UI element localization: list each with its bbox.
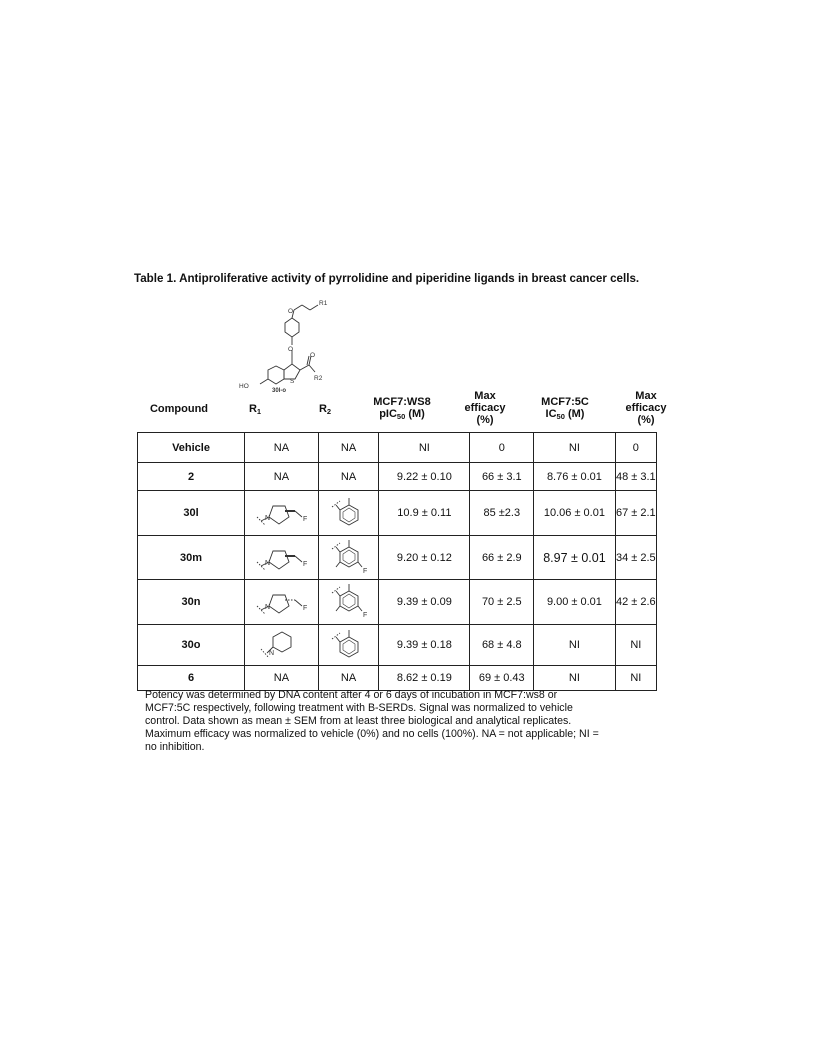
header-5c-line1: MCF7:5C	[541, 396, 589, 408]
header-eff1-line2: efficacy	[464, 402, 506, 414]
scaffold-label: 30l-o	[272, 388, 287, 392]
compound-cell: 30n	[138, 580, 245, 625]
header-r2	[310, 403, 340, 416]
table-caption	[134, 272, 694, 285]
header-r1-sub: 1	[256, 407, 262, 416]
r2-cell: NA	[318, 666, 379, 691]
5c-ic50-cell: NI	[534, 625, 615, 666]
r2-structure-cell	[318, 491, 379, 536]
footnote-line: control. Data shown as mean ± SEM from at least three biological and analytical replicates.	[145, 715, 572, 727]
ws8-pic50-cell: 8.62 ± 0.19	[379, 666, 470, 691]
header-eff1-line1: Max	[474, 390, 496, 402]
compound-cell: 30m	[138, 536, 245, 580]
ws8-efficacy-cell: 70 ± 2.5	[470, 580, 534, 625]
header-r1-text: R	[248, 403, 257, 415]
r2-cell: NA	[318, 463, 379, 491]
fluoromethylpyrrolidine-structure	[249, 493, 313, 533]
scaffold-ho: HO	[239, 383, 249, 390]
header-5c-ic50	[524, 396, 606, 421]
ws8-pic50-cell: 9.39 ± 0.18	[379, 625, 470, 666]
5c-efficacy-cell: 67 ± 2.1	[615, 491, 656, 536]
ws8-efficacy-cell: 66 ± 3.1	[470, 463, 534, 491]
header-5c-sub: 50	[556, 412, 565, 421]
5c-ic50-cell: 8.76 ± 0.01	[534, 463, 615, 491]
header-5c-unit: (M)	[564, 408, 585, 420]
table-row	[138, 463, 657, 491]
compound-cell: 6	[138, 666, 245, 691]
footnote-line: no inhibition.	[145, 741, 205, 753]
ws8-efficacy-cell: 0	[470, 433, 534, 463]
table-row	[138, 625, 657, 666]
ws8-pic50-cell: 9.22 ± 0.10	[379, 463, 470, 491]
atom-f: F	[362, 612, 367, 619]
phenyl-methyl-structure	[327, 493, 371, 533]
5c-ic50-cell: NI	[534, 433, 615, 463]
header-5c-ic: IC	[545, 408, 557, 420]
fluoromethylpyrrolidine-structure	[249, 582, 313, 622]
footnote-line: Potency was determined by DNA content after 4 or 6 days of incubation in MCF7:ws8 or	[145, 689, 558, 701]
header-r1	[240, 403, 270, 416]
ws8-efficacy-cell: 85 ±2.3	[470, 491, 534, 536]
header-ws8-sub: 50	[396, 412, 406, 421]
header-eff2-line1: Max	[635, 390, 657, 402]
fluorophenyl-methyl-structure	[327, 537, 371, 579]
table-row	[138, 580, 657, 625]
5c-ic50-cell: 10.06 ± 0.01	[534, 491, 615, 536]
5c-efficacy-cell: 42 ± 2.6	[615, 580, 656, 625]
ws8-pic50-cell: NI	[379, 433, 470, 463]
ws8-efficacy-cell: 68 ± 4.8	[470, 625, 534, 666]
r1-cell: NA	[245, 463, 319, 491]
5c-ic50-cell: 9.00 ± 0.01	[534, 580, 615, 625]
piperidine-structure	[249, 625, 313, 665]
footnote-line: MCF7:5C respectively, following treatment with B-SERDs. Signal was normalized to vehicle	[145, 702, 573, 714]
5c-ic50-cell: 8.97 ± 0.01	[534, 536, 615, 580]
header-compound: Compound	[149, 403, 209, 415]
r1-structure-cell	[245, 625, 319, 666]
header-ws8-unit: (M)	[405, 408, 425, 420]
scaffold-o-keto: O	[310, 352, 316, 359]
header-ws8-pic50	[356, 396, 448, 421]
table-row	[138, 491, 657, 536]
atom-n: N	[265, 604, 271, 611]
scaffold-o-top: O	[288, 308, 294, 315]
footnote-line: Maximum efficacy was normalized to vehicle (0%) and no cells (100%). NA = not applicable; NI =	[145, 728, 599, 740]
r2-structure-cell	[318, 625, 379, 666]
data-table	[137, 432, 657, 691]
5c-efficacy-cell: 0	[615, 433, 656, 463]
r1-structure-cell	[245, 536, 319, 580]
phenyl-methyl-structure	[327, 625, 371, 665]
header-r2-text: R	[318, 403, 327, 415]
table-label: Table 1	[134, 272, 174, 285]
header-ws8-line2	[356, 408, 448, 421]
ws8-efficacy-cell: 69 ± 0.43	[470, 666, 534, 691]
r2-structure-cell	[318, 580, 379, 625]
5c-efficacy-cell: NI	[615, 625, 656, 666]
atom-n: N	[269, 650, 275, 657]
5c-efficacy-cell: 48 ± 3.1	[615, 463, 656, 491]
r1-cell: NA	[245, 433, 319, 463]
compound-cell: 2	[138, 463, 245, 491]
ws8-pic50-cell: 10.9 ± 0.11	[379, 491, 470, 536]
compound-cell: 30l	[138, 491, 245, 536]
table-row	[138, 433, 657, 463]
scaffold-o-mid: O	[288, 346, 294, 353]
scaffold-s: S	[290, 378, 295, 385]
header-ws8-efficacy	[453, 390, 517, 426]
atom-f: F	[362, 567, 367, 575]
header-5c-line2	[524, 408, 606, 421]
r1-cell: NA	[245, 666, 319, 691]
atom-f: F	[303, 560, 308, 568]
ws8-pic50-cell: 9.20 ± 0.12	[379, 536, 470, 580]
compound-cell: Vehicle	[138, 433, 245, 463]
fluoromethylpyrrolidine-structure	[249, 538, 313, 578]
header-ws8-pic: pIC	[379, 408, 397, 420]
atom-n: N	[265, 559, 271, 567]
scaffold-structure	[232, 296, 342, 392]
header-eff1-line3: (%)	[476, 414, 494, 426]
5c-efficacy-cell: 34 ± 2.5	[615, 536, 656, 580]
ws8-pic50-cell: 9.39 ± 0.09	[379, 580, 470, 625]
header-eff2-line3: (%)	[637, 414, 655, 426]
scaffold-drawing	[232, 296, 342, 392]
header-5c-efficacy	[618, 390, 674, 426]
atom-f: F	[303, 516, 308, 523]
scaffold-r1: R1	[319, 300, 328, 307]
r2-cell: NA	[318, 433, 379, 463]
table-row	[138, 666, 657, 691]
r1-structure-cell	[245, 580, 319, 625]
header-eff2-line2: efficacy	[625, 402, 667, 414]
atom-f: F	[303, 605, 308, 612]
r2-structure-cell	[318, 536, 379, 580]
compound-cell: 30o	[138, 625, 245, 666]
header-r2-sub: 2	[326, 407, 332, 416]
ws8-efficacy-cell: 66 ± 2.9	[470, 536, 534, 580]
table-row	[138, 536, 657, 580]
5c-ic50-cell: NI	[534, 666, 615, 691]
table-title: . Antiproliferative activity of pyrrolidine and piperidine ligands in breast cancer cells.	[173, 272, 640, 285]
fluorophenyl-methyl-structure	[327, 581, 371, 623]
header-ws8-line1: MCF7:WS8	[373, 396, 431, 408]
r1-structure-cell	[245, 491, 319, 536]
5c-efficacy-cell: NI	[615, 666, 656, 691]
table-footnote	[145, 689, 665, 754]
atom-n: N	[265, 515, 271, 522]
scaffold-r2: R2	[314, 375, 323, 382]
